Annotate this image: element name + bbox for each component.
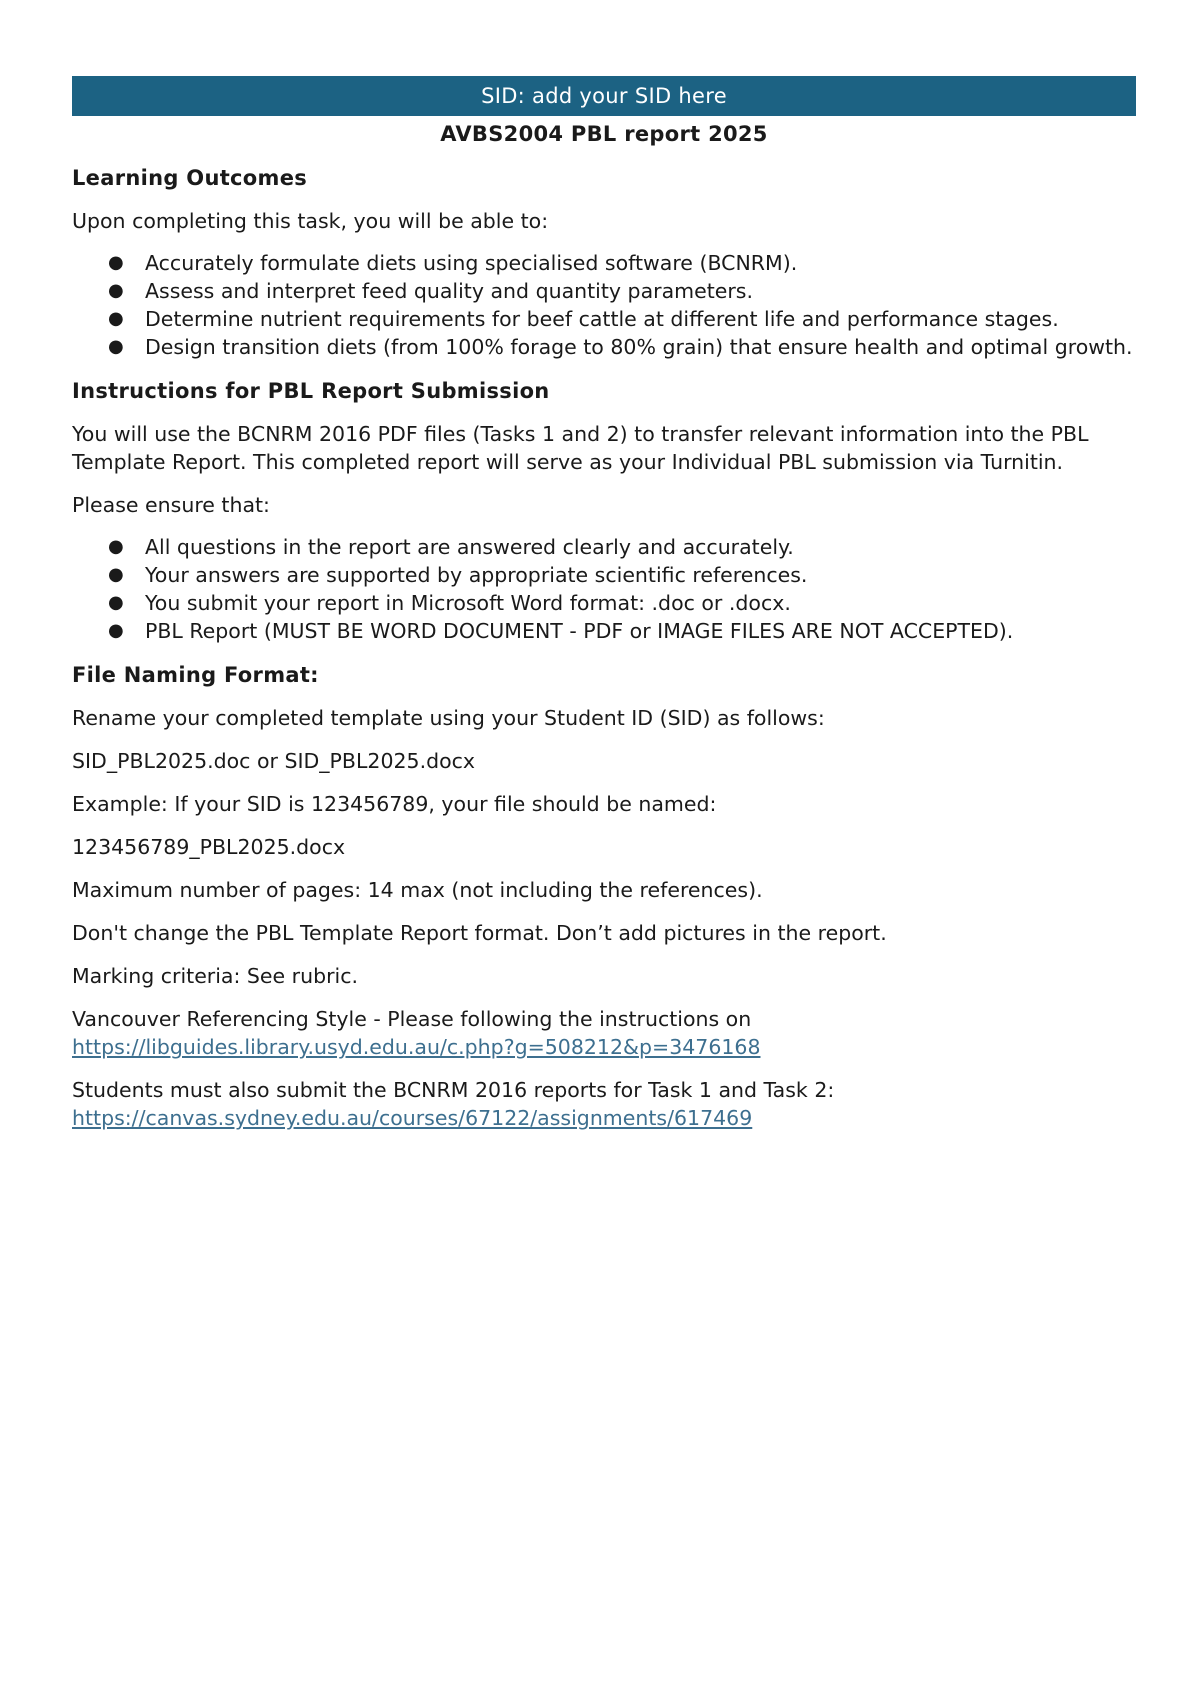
list-item [72,277,1136,305]
list-item-text: PBL Report (MUST BE WORD DOCUMENT - PDF or IMAGE FILES ARE NOT ACCEPTED). [145,619,1014,643]
ensure-intro: Please ensure that: [72,493,270,517]
list-item-text: Accurately formulate diets using specialised software (BCNRM). [145,251,798,275]
max-pages-note: Maximum number of pages: 14 max (not including the references). [72,878,763,902]
example-instruction: Example: If your SID is 123456789, your file should be named: [72,792,717,816]
bullet-icon: ● [108,592,124,613]
learning-outcomes-heading: Learning Outcomes [72,166,308,190]
list-item-text: Your answers are supported by appropriate scientific references. [145,563,808,587]
bullet-icon: ● [108,308,124,329]
list-item [72,533,1136,561]
bullet-icon: ● [108,336,124,357]
referencing-text: Vancouver Referencing Style - Please following the instructions on [72,1007,752,1031]
instructions-body: You will use the BCNRM 2016 PDF files (Tasks 1 and 2) to transfer relevant information into the PBL Template Report. This completed report will serve as your Individual PBL submission via Turnitin. [72,422,1089,474]
list-item [72,305,1136,333]
learning-outcomes-list [72,249,1136,361]
list-item [72,249,1136,277]
list-item-text: You submit your report in Microsoft Word format: .doc or .docx. [145,591,791,615]
list-item-text: Determine nutrient requirements for beef cattle at different life and performance stages. [145,307,1059,331]
list-item [72,333,1136,361]
document-page [72,76,1136,1132]
list-item [72,589,1136,617]
list-item [72,561,1136,589]
bullet-icon: ● [108,252,124,273]
example-filename: 123456789_PBL2025.docx [72,835,346,859]
bcnrm-paragraph [72,1076,1136,1132]
bcnrm-text: Students must also submit the BCNRM 2016 reports for Task 1 and Task 2: [72,1078,835,1102]
document-title: AVBS2004 PBL report 2025 [440,122,768,146]
referencing-link[interactable]: https://libguides.library.usyd.edu.au/c.php?g=508212&p=3476168 [72,1035,761,1059]
instructions-heading: Instructions for PBL Report Submission [72,379,550,403]
ensure-list [72,533,1136,645]
bullet-icon: ● [108,536,124,557]
bullet-icon: ● [108,564,124,585]
format-warning: Don't change the PBL Template Report format. Don’t add pictures in the report. [72,921,887,945]
file-naming-heading: File Naming Format: [72,663,319,687]
list-item-text: Assess and interpret feed quality and quantity parameters. [145,279,753,303]
list-item [72,617,1136,645]
bullet-icon: ● [108,620,124,641]
list-item-text: All questions in the report are answered clearly and accurately. [145,535,794,559]
list-item-text: Design transition diets (from 100% forage to 80% grain) that ensure health and optimal growth. [145,335,1133,359]
marking-criteria: Marking criteria: See rubric. [72,964,359,988]
learning-outcomes-intro: Upon completing this task, you will be able to: [72,209,549,233]
referencing-paragraph [72,1005,1136,1061]
bullet-icon: ● [108,280,124,301]
rename-instruction: Rename your completed template using your Student ID (SID) as follows: [72,706,825,730]
bcnrm-link[interactable]: https://canvas.sydney.edu.au/courses/67122/assignments/617469 [72,1106,753,1130]
sid-banner[interactable]: SID: add your SID here [72,76,1136,116]
filename-format: SID_PBL2025.doc or SID_PBL2025.docx [72,749,476,773]
